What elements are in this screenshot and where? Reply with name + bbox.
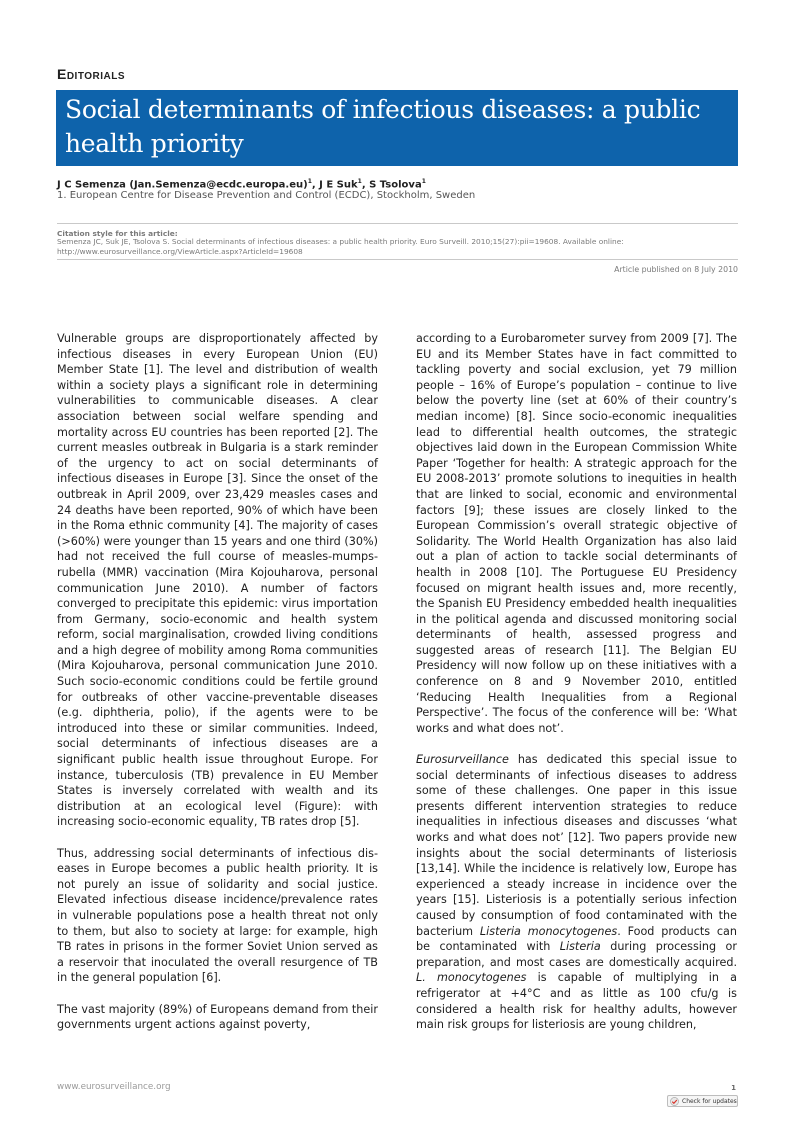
title-banner bbox=[56, 90, 738, 166]
body-column-right bbox=[416, 331, 737, 1048]
text-run: has dedicated this special issue to social determinants of infectious diseases to address some of these challenges. One paper in this issue presents different intervention strategies to reduce inequalities in infectious diseases and discusses ‘what works and what does not’ [12]. Two papers provide new insights about the social determinants of listeriosis [13,14]. While the incidence is relatively low, Europe has experienced a steady increase in incidence over the years [15]. Listeriosis is a potentially serious infection caused by consumption of food contaminated with the bacterium bbox=[416, 753, 737, 938]
text-run: is capable of multiplying in a refrigerator at +4°C and as little as 100 cfu/g is considered a health risk for healthy adults, however main risk groups for listeriosis are young children, bbox=[416, 971, 738, 1032]
text-run: . Food products can be contaminated with bbox=[416, 924, 737, 954]
body-column-left bbox=[57, 331, 378, 1048]
journal-name: Eurosurveillance bbox=[416, 753, 509, 767]
species-name: Listeria monocytogenes bbox=[479, 924, 618, 938]
author-3: , S Tsolova bbox=[361, 179, 422, 191]
citation-label: Citation style for this article: bbox=[57, 229, 178, 238]
author-1: J C Semenza (Jan.Semenza@ecdc.europa.eu) bbox=[57, 179, 308, 191]
paragraph: according to a Eurobarometer survey from 2009 [7]. The EU and its Member States have in fact committed to tackling poverty and social exclusion, yet 79 million people – 16% of Europe’s population – continue to live below the poverty line (set at 60% of their country’s median income) [8]. Since socio-economic inequalities lead to differential health outcomes, the strategic objectives laid down in the European Commission White Paper ‘Together for health: A strategic approach for the EU 2008-2013’ promote solutions to inequities in health that are linked to social, economic and environmental factors [9]; these issues are closely linked to the European Commission’s overall strategic objective of Solidarity. The World Health Organization has also laid out a plan of action to tackle social determinants of health in 2008 [10]. The Portuguese EU Presidency focused on migrant health issues and, more recently, the Spanish EU Presidency embedded health inequalities in the political agenda and discussed monitoring social determinants of health, assessed progress and suggested areas of research [11]. The Belgian EU Presidency will now follow up on these initiatives with a conference on 8 and 9 November 2010, entitled ‘Reducing Health Inequalities from a Regional Perspective’. The focus of the conference will be: ‘What works and what does not’. bbox=[416, 332, 737, 735]
check-updates-label: Check for updates bbox=[682, 1097, 737, 1105]
divider bbox=[57, 259, 738, 260]
paragraph bbox=[416, 752, 737, 1033]
author-2: , J E Suk bbox=[311, 179, 358, 191]
page-number: 1 bbox=[731, 1084, 736, 1092]
article-title: Social determinants of infectious diseases: a public health priority bbox=[65, 95, 701, 158]
genus-name: Listeria bbox=[559, 940, 601, 954]
paragraph: Vulnerable groups are disproportionately affected by infectious diseases in every European Union (EU) Member State [1]. The level and distribution of wealth within a society plays a significant role in determining vulnerabilities to communicable diseases. A clear association between social welfare spending and mortality across EU countries has been reported [2]. The current measles outbreak in Bulgaria is a stark reminder of the urgency to act on social determinants of infectious diseases in Europe [3]. Since the onset of the outbreak in April 2009, over 23,429 measles cases and 24 deaths have been reported, 90% of which have been in the Roma ethnic community [4]. The majority of cases (>60%) were younger than 15 years and one third (30%) had not received the full course of measles-mumps-rubella (MMR) vaccination (Mira Kojouharova, personal communication June 2010). A number of factors converged to precipitate this epidemic: virus importation from Germany, socio-economic and health system reform, social marginalisation, crowded living conditions and a high degree of mobility among Roma communities (Mira Kojouharova, personal communication June 2010. Such socio-economic conditions could be fertile ground for outbreaks of other vaccine-preventable diseases (e.g. diphtheria, polio), if the agents were to be introduced into these or similar communities. Indeed, social determinants of infectious diseases are a significant public health issue throughout Europe. For instance, tuberculosis (TB) prevalence in EU Member States is inversely correlated with wealth and its distribution at an ecological level (Figure): with increasing socio-economic equality, TB rates drop [5]. bbox=[57, 332, 378, 829]
citation-text: Semenza JC, Suk JE, Tsolova S. Social determinants of infectious diseases: a public health priority. Euro Surveill. 2010;15(27):pii=19608. Available online: http://www.eurosurveillance.org/ViewArticle.aspx?ArticleId=19608 bbox=[57, 237, 624, 256]
section-label: Editorials bbox=[57, 66, 126, 82]
affiliation: 1. European Centre for Disease Prevention and Control (ECDC), Stockholm, Sweden bbox=[57, 190, 476, 201]
affil-marker: 1 bbox=[357, 178, 362, 185]
divider bbox=[57, 223, 738, 224]
paragraph: Thus, addressing social determinants of infectious diseases in Europe becomes a public health priority. It is not purely an issue of solidarity and social justice. Elevated infectious disease incidence/prevalence rates in vulnerable populations pose a health threat not only to them, but also to society at large: for example, high TB rates in prisons in the former Soviet Union served as a reservoir that inoculated the overall resurgence of TB in the general population [6]. bbox=[57, 846, 378, 985]
affil-marker: 1 bbox=[307, 178, 312, 185]
author-line bbox=[57, 178, 426, 190]
text-run: during processing or preparation, and most cases are domestically acquired. bbox=[416, 940, 737, 969]
footer-url[interactable]: www.eurosurveillance.org bbox=[57, 1082, 171, 1092]
affil-marker: 1 bbox=[421, 178, 426, 185]
paragraph: The vast majority (89%) of Europeans demand from their governments urgent actions against poverty, bbox=[57, 1002, 378, 1032]
published-date: Article published on 8 July 2010 bbox=[614, 265, 738, 274]
check-updates-icon bbox=[670, 1097, 679, 1106]
check-updates-button[interactable] bbox=[667, 1095, 738, 1107]
species-abbrev: L. monocytogenes bbox=[416, 971, 527, 985]
